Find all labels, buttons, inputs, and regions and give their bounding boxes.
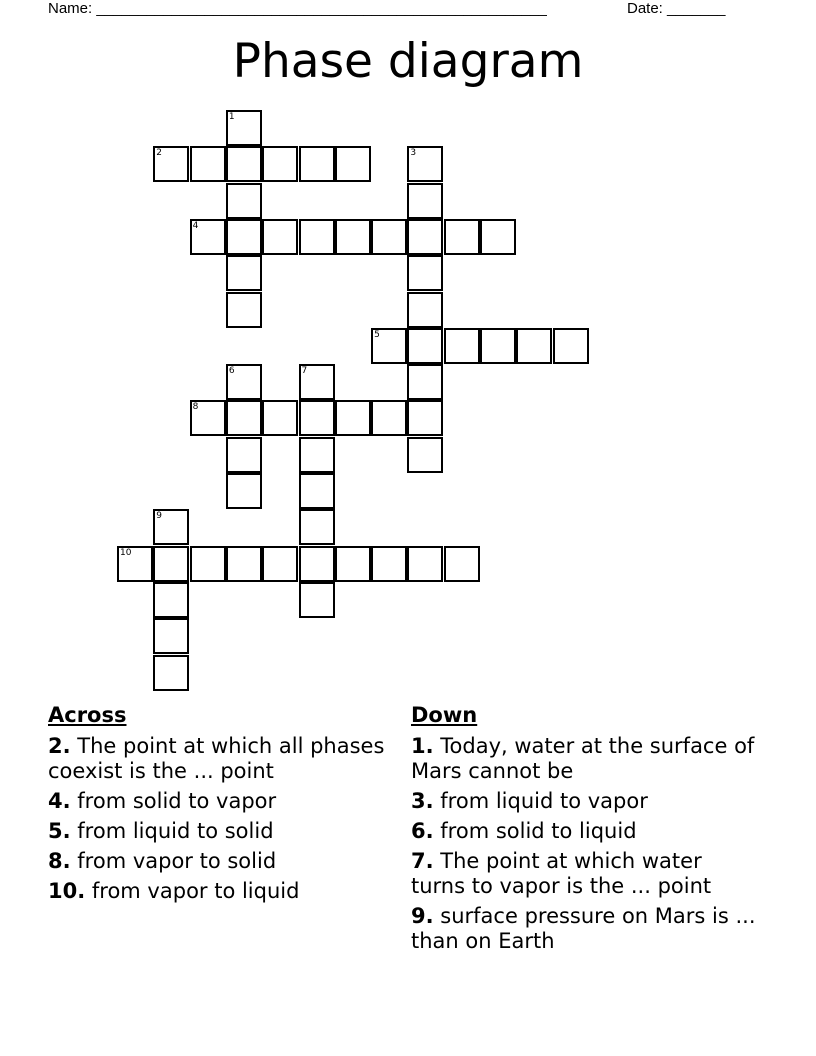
grid-cell[interactable] <box>407 219 443 255</box>
grid-cell[interactable] <box>299 219 335 255</box>
clue-across-4 <box>48 789 393 814</box>
cell-number: 2 <box>156 148 163 159</box>
grid-cell[interactable] <box>226 292 262 328</box>
cell-number: 10 <box>120 547 132 558</box>
grid-cell[interactable] <box>371 546 407 582</box>
clue-down-3 <box>411 789 756 814</box>
grid-cell[interactable] <box>153 509 189 545</box>
grid-cell[interactable] <box>226 400 262 436</box>
grid-cell[interactable] <box>153 618 189 654</box>
cell-number: 7 <box>301 366 308 377</box>
grid-cell[interactable] <box>371 400 407 436</box>
clue-text: The point at which water turns to vapor is the ... point <box>411 849 712 898</box>
clue-number: 6. <box>411 819 434 843</box>
grid-cell[interactable] <box>299 473 335 509</box>
grid-cell[interactable] <box>553 328 589 364</box>
grid-cell[interactable] <box>226 183 262 219</box>
cell-number: 9 <box>156 511 163 522</box>
grid-cell[interactable] <box>226 473 262 509</box>
grid-cell[interactable] <box>407 546 443 582</box>
grid-cell[interactable] <box>262 146 298 182</box>
grid-cell[interactable] <box>335 400 371 436</box>
clue-down-1 <box>411 734 756 784</box>
grid-cell[interactable] <box>190 219 226 255</box>
cell-number: 5 <box>374 329 380 340</box>
grid-cell[interactable] <box>262 400 298 436</box>
across-clues <box>48 703 393 909</box>
grid-cell[interactable] <box>153 146 189 182</box>
clue-number: 9. <box>411 904 434 928</box>
grid-cell[interactable] <box>190 546 226 582</box>
grid-cell[interactable] <box>444 328 480 364</box>
grid-cell[interactable] <box>407 364 443 400</box>
clue-number: 4. <box>48 789 71 813</box>
clue-number: 8. <box>48 849 71 873</box>
clue-text: The point at which all phases coexist is the ... point <box>48 734 385 783</box>
grid-cell[interactable] <box>444 219 480 255</box>
name-field[interactable]: Name: ______________________________________________________ <box>48 0 547 17</box>
down-heading: Down <box>411 703 478 727</box>
grid-cell[interactable] <box>262 546 298 582</box>
clue-number: 7. <box>411 849 434 873</box>
grid-cell[interactable] <box>190 400 226 436</box>
clue-number: 5. <box>48 819 71 843</box>
clue-number: 2. <box>48 734 71 758</box>
clue-text: from vapor to solid <box>77 849 277 873</box>
clue-text: from solid to liquid <box>440 819 637 843</box>
grid-cell[interactable] <box>335 546 371 582</box>
clue-text: from liquid to solid <box>77 819 274 843</box>
grid-cell[interactable] <box>153 546 189 582</box>
grid-cell[interactable] <box>226 437 262 473</box>
grid-cell[interactable] <box>226 110 262 146</box>
down-clues <box>411 703 756 959</box>
grid-cell[interactable] <box>226 546 262 582</box>
cell-number: 8 <box>192 402 199 413</box>
grid-cell[interactable] <box>444 546 480 582</box>
grid-cell[interactable] <box>190 146 226 182</box>
grid-cell[interactable] <box>299 146 335 182</box>
grid-cell[interactable] <box>299 582 335 618</box>
clue-across-2 <box>48 734 393 784</box>
date-field[interactable]: Date: _______ <box>627 0 726 17</box>
grid-cell[interactable] <box>299 437 335 473</box>
grid-cell[interactable] <box>480 328 516 364</box>
grid-cell[interactable] <box>407 255 443 291</box>
cell-number: 1 <box>228 112 235 122</box>
grid-cell[interactable] <box>407 183 443 219</box>
clue-text: from liquid to vapor <box>440 789 648 813</box>
grid-cell[interactable] <box>516 328 552 364</box>
cell-number: 4 <box>192 220 199 231</box>
clue-number: 1. <box>411 734 434 758</box>
grid-cell[interactable] <box>407 292 443 328</box>
grid-cell[interactable] <box>407 146 443 182</box>
grid-cell[interactable] <box>407 437 443 473</box>
grid-cell[interactable] <box>262 219 298 255</box>
grid-cell[interactable] <box>117 546 153 582</box>
grid-cell[interactable] <box>299 509 335 545</box>
grid-cell[interactable] <box>226 219 262 255</box>
clue-text: surface pressure on Mars is ... than on Earth <box>411 904 756 953</box>
grid-cell[interactable] <box>299 546 335 582</box>
grid-cell[interactable] <box>335 219 371 255</box>
clue-down-9 <box>411 904 756 954</box>
grid-cell[interactable] <box>226 255 262 291</box>
clue-across-10 <box>48 879 393 904</box>
grid-cell[interactable] <box>299 400 335 436</box>
page-title: Phase diagram <box>232 34 584 89</box>
cell-number: 6 <box>228 366 235 377</box>
cell-number: 3 <box>410 148 417 159</box>
grid-cell[interactable] <box>226 146 262 182</box>
grid-cell[interactable] <box>371 328 407 364</box>
grid-cell[interactable] <box>371 219 407 255</box>
clue-number: 3. <box>411 789 434 813</box>
grid-cell[interactable] <box>407 328 443 364</box>
grid-cell[interactable] <box>226 364 262 400</box>
grid-cell[interactable] <box>153 582 189 618</box>
clue-across-8 <box>48 849 393 874</box>
grid-cell[interactable] <box>299 364 335 400</box>
clue-down-7 <box>411 849 756 899</box>
clue-number: 10. <box>48 879 86 903</box>
grid-cell[interactable] <box>335 146 371 182</box>
clue-down-6 <box>411 819 756 844</box>
grid-cell[interactable] <box>153 655 189 691</box>
grid-cell[interactable] <box>480 219 516 255</box>
grid-cell[interactable] <box>407 400 443 436</box>
clue-across-5 <box>48 819 393 844</box>
clue-text: from solid to vapor <box>77 789 277 813</box>
clue-text: from vapor to liquid <box>91 879 300 903</box>
clue-text: Today, water at the surface of Mars cannot be <box>411 734 755 783</box>
across-heading: Across <box>48 703 127 727</box>
